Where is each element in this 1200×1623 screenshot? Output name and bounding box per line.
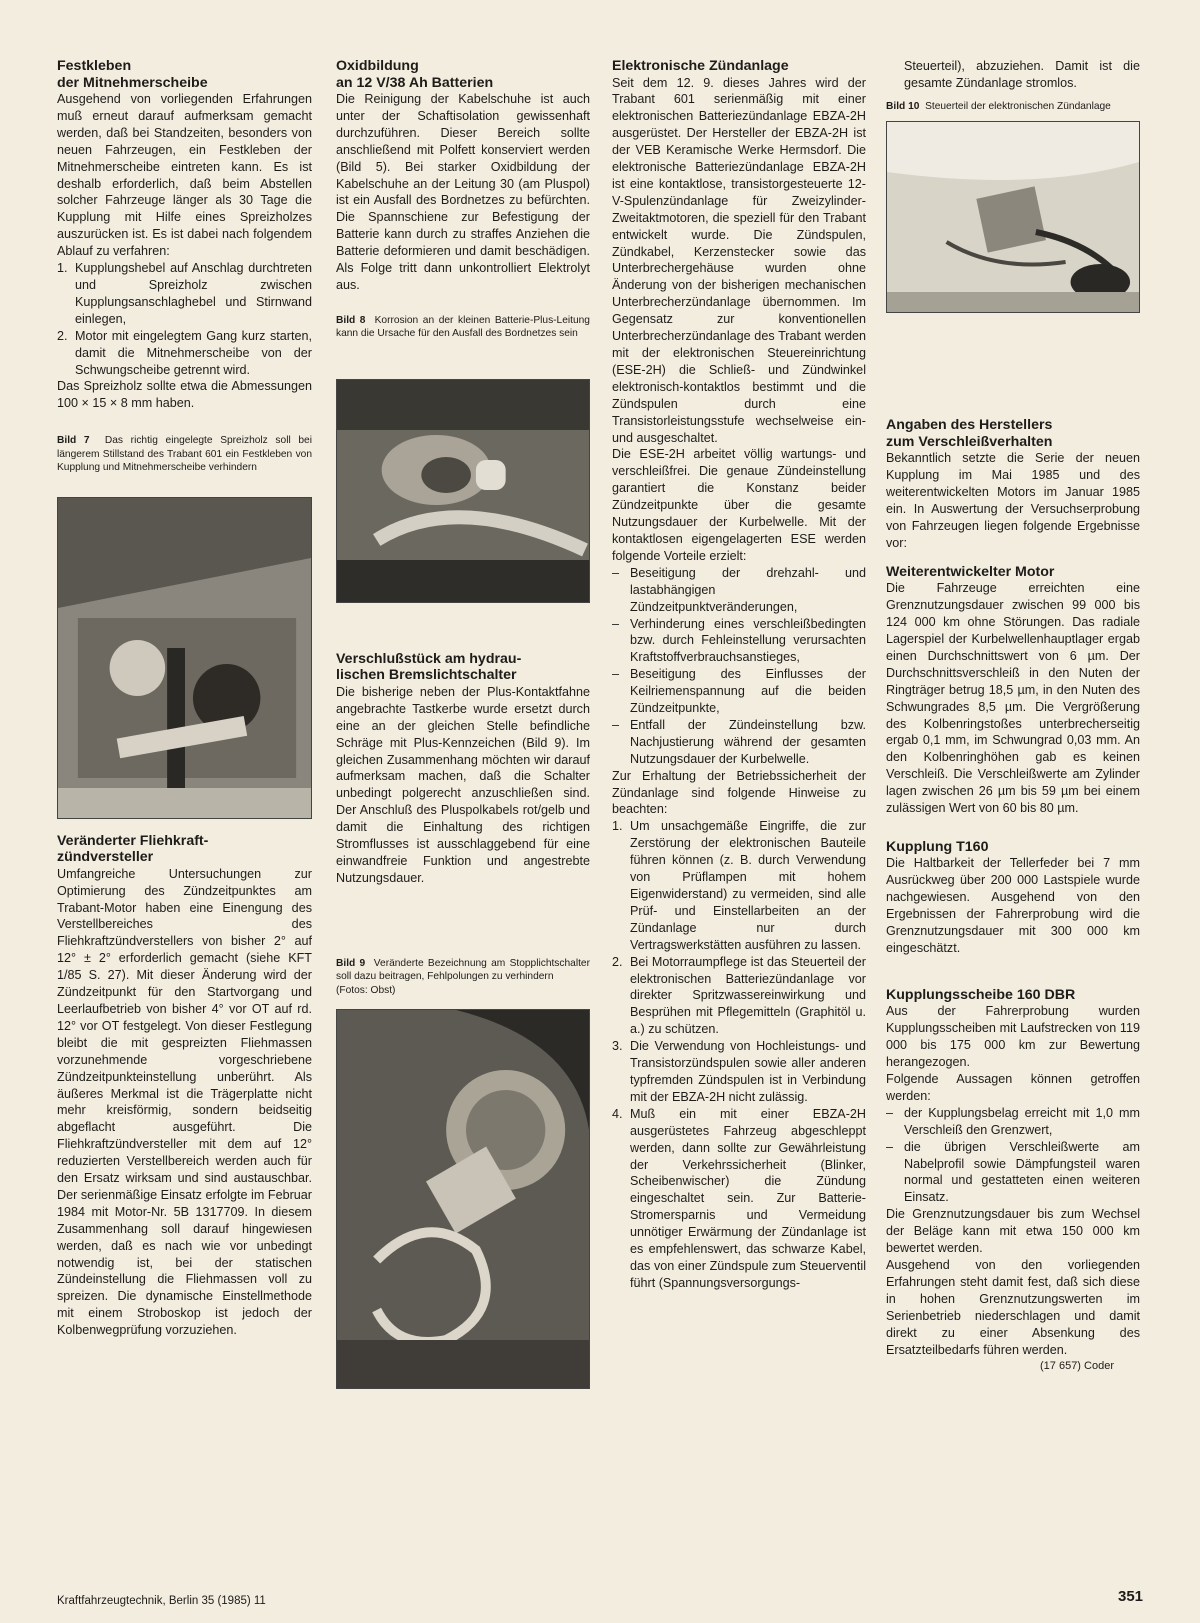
photo-battery-terminal: [336, 379, 590, 603]
heading-fliehkraft: Veränderter Fliehkraft- zündversteller: [57, 832, 209, 866]
list-item: 4. Muß ein mit einer EBZA-2H ausgerüstetes Fahrzeug abgeschleppt werden, dann sollte zur Gewährleistung der Verkehrssicherheit (Blinker, Scheibenwischer) die Zündung eingeschaltet sein. Zur Batterie-Stromersparnis und Vermeidung unnötiger Erwärmung der Zündanlage ist es empfehlenswert, das schwarze Kabel, das von einer Zündspule zum Steuerventil führt (Spannungsversorgungs-: [612, 1106, 866, 1290]
photo-bremslichtschalter: [336, 1009, 590, 1389]
list-item: 1. Kupplungshebel auf Anschlag durchtreten und Spreizholz zwischen Kupplungsanschlaghebel und Stirnwand einlegen,: [57, 261, 312, 326]
footer-citation: Kraftfahrzeugtechnik, Berlin 35 (1985) 11: [57, 1595, 266, 1607]
paragraph: Die Reinigung der Kabelschuhe ist auch unter der Schaftisolation gewissenhaft durchzuführen. Dieser Bereich sollte anschließend mit Polfett konserviert werden (Bild 5). Bei starker Oxidbildung der Kabelschuhe an der Leitung 30 (am Pluspol) ist ein Ausfall des Bordnetzes zu befürchten. Die Spannschiene zur Befestigung der Batterie kann durch zu straffes Anziehen die Batterie deformieren und damit beschädigen. Als Folge tritt dann unkontrolliert Elektrolyt aus.: [336, 92, 590, 292]
signoff: (17 657) Coder: [1040, 1360, 1114, 1373]
list-item: – Entfall der Zündeinstellung bzw. Nachjustierung während der gesamten Nutzungsdauer der Kurbelwelle.: [612, 717, 866, 766]
list-item: – Verhinderung eines verschleißbedingten bzw. durch Fehleinstellung verursachten Kraftstoffverbrauchsanstieges,: [612, 616, 866, 665]
photo-spreizholz: [57, 497, 312, 819]
paragraph: Ausgehend von den vorliegenden Erfahrungen steht damit fest, daß sich diese in hohen Grenznutzungswerten im Serienbetrieb niederschlagen und damit direkt zu einer Absenkung des Ersatzteilbedarfs führen werden.: [886, 1257, 1140, 1357]
numbered-list: [57, 260, 312, 378]
heading-kupplung: Kupplung T160: [886, 838, 989, 855]
list-item: – der Kupplungsbelag erreicht mit 1,0 mm Verschleiß den Grenzwert,: [886, 1105, 1140, 1137]
paragraph: Umfangreiche Untersuchungen zur Optimierung des Zündzeitpunktes am Trabant-Motor haben eine Einengung des Verstellbereiches des Fliehkraftzündverstellers von bisher 2° auf 12° ± 2° erforderlich gemacht (siehe KFT 1/85 S. 27). Mit dieser Änderung wird der Zündzeitpunkt für den Startvorgang und Leerlaufbetrieb von bisher 4° vor OT auf rd. 12° vor OT festgelegt. Von dieser Festlegung bleibt die mit gespreizten Fliehmassen vorzunehmende vorgeschriebene Zündzeitpunkteinstellung unberührt. Als äußeres Merkmal ist die Trägerplatte nicht mehr kreisförmig, sondern beidseitig abgeflacht ausgeführt. Die Fliehkraftzündversteller mit dem auf 12° reduzierten Verstellbereich werden auch für den Ersatz wirksam und sind austauschbar. Der serienmäßige Einsatz erfolgte im Februar 1984 mit Motor-Nr. 5B 1317709. In diesem Zusammenhang soll darauf hingewiesen werden, daß es nach wie vor unbedingt notwendig ist, bei der statischen Zündeinstellung die Fliehmassen voll zu spreizen. Die dynamische Einstellmethode mit einem Stroboskop ist jedoch der Kolbenwegprüfung vorzuziehen.: [57, 866, 312, 1338]
heading-festkleben: Festkleben der Mitnehmerscheibe: [57, 58, 208, 91]
page-number: 351: [1118, 1588, 1144, 1605]
photo-steuerteil: [886, 121, 1140, 313]
figure-caption-9: Bild 9 Veränderte Bezeichnung am Stopplichtschalter soll dazu beitragen, Fehlpolungen zu verhindern (Fotos: Obst): [336, 957, 590, 996]
heading-oxidbildung: Oxidbildung an 12 V/38 Ah Batterien: [336, 58, 494, 91]
heading-zuendanlage: Elektronische Zündanlage: [612, 58, 789, 74]
figure-caption-10: Bild 10 Steuerteil der elektronischen Zündanlage: [886, 100, 1111, 112]
paragraph: Bekanntlich setzte die Serie der neuen Kupplung im Mai 1985 und des weiterentwickelten Motors im Januar 1985 ein. In Auswertung der Versuchserprobung von Fahrzeugen liegen folgende Ergebnisse vor:: [886, 451, 1140, 550]
paragraph: Das Spreizholz sollte etwa die Abmessungen 100 × 15 × 8 mm haben.: [57, 379, 312, 411]
heading-kupplungsscheibe: Kupplungsscheibe 160 DBR: [886, 986, 1076, 1003]
heading-motor: Weiterentwickelter Motor: [886, 563, 1055, 580]
paragraph: Die Fahrzeuge erreichten eine Grenznutzungsdauer zwischen 99 000 bis 124 000 km ohne Störungen. Das radiale Lagerspiel der Kurbelwellenhauptlager ergab einen Durchschnittswert von 6 µm. Der Durchschnittsverschleiß in den Nuten der Ringträger betrug 18,5 µm, in den Nuten des Schwungrades 8,5 µm. Die Vergrößerung des Kolbenringstoßes unterbrecherseitig ergab 0,1 mm, im Schwungrad 0,03 mm. An den Kolbenringhöhen gab es keinen Verschleiß. Die Verschleißwerte am Zylinder lagen zwischen 26 µm bis 59 µm bei einem zulässigen Wert von 60 bis 80 µm.: [886, 581, 1140, 816]
heading-verschlussstueck: Verschlußstück am hydrau- lischen Bremslichtschalter: [336, 650, 522, 684]
list-item: 2. Bei Motorraumpflege ist das Steuerteil der elektronischen Batteriezündanlage vor direkter Spritzwassereinwirkung und Besprühen mit Pflegemitteln (Graphitöl u. a.) zu schützen.: [612, 954, 866, 1037]
list-item: – Beseitigung der drehzahl- und lastabhängigen Zündzeitpunktveränderungen,: [612, 565, 866, 614]
figure-caption-8: Bild 8 Korrosion an der kleinen Batterie-Plus-Leitung kann die Ursache für den Ausfall des Bordnetzes sein: [336, 314, 590, 340]
list-item: 2. Motor mit eingelegtem Gang kurz starten, damit die Mitnehmerscheibe von der Schwungscheibe getrennt wird.: [57, 328, 312, 377]
list-item: 3. Die Verwendung von Hochleistungs- und Transistorzündspulen sowie aller anderen typfremden Zündspulen ist in Verbindung mit der EBZA-2H nicht zulässig.: [612, 1039, 866, 1104]
numbered-list: [612, 818, 866, 1291]
paragraph: Steuerteil), abzuziehen. Damit ist die gesamte Zündanlage stromlos.: [904, 59, 1140, 90]
dash-list: [612, 565, 866, 768]
paragraph: Zur Erhaltung der Betriebssicherheit der Zündanlage sind folgende Hinweise zu beachten:: [612, 768, 866, 817]
dash-list: [886, 1105, 1140, 1206]
paragraph: Die bisherige neben der Plus-Kontaktfahne angebrachte Tastkerbe wurde ersetzt durch eine an der gleichen Stelle befindliche Schräge mit Plus-Kennzeichen (Bild 9). Im gleichen Zusammenhang möchten wir darauf aufmerksam machen, daß die Schalter unbedingt polgerecht anzuschließen sind. Der Anschluß des Pluspolkabels rot/gelb und damit die Einhaltung des richtigen Stromflusses ist ausschlaggebend für eine einwandfreie Funktion und angestrebte Nutzungsdauer.: [336, 684, 590, 885]
column-1: [57, 58, 312, 1339]
figure-caption-7: Bild 7 Das richtig eingelegte Spreizholz soll bei längerem Stillstand des Trabant 601 ein Festkleben von Kupplung und Mitnehmerscheibe verhindern: [57, 435, 312, 474]
list-item: – Beseitigung des Einflusses der Keilriemenspannung auf die beiden Zündzeitpunkte,: [612, 667, 866, 716]
paragraph: Aus der Fahrerprobung wurden Kupplungsscheiben mit Laufstrecken von 119 000 bis 175 000 km zur Bewertung herangezogen.: [886, 1004, 1140, 1070]
list-item: – die übrigen Verschleißwerte am Nabelprofil sowie Dämpfungsteil waren normal und gestatteten einen weiteren Einsatz.: [886, 1139, 1140, 1205]
paragraph: Die Haltbarkeit der Tellerfeder bei 7 mm Ausrückweg über 200 000 Lastspiele wurde nachgewiesen. Ausgehend von den Ergebnissen der Fahrerprobung wird die Grenznutzungsdauer mit 300 000 km eingeschätzt.: [886, 856, 1140, 955]
column-3: [612, 58, 866, 1292]
paragraph: Ausgehend von vorliegenden Erfahrungen muß erneut darauf aufmerksam gemacht werden, daß bei Standzeiten, besonders von neuen Fahrzeugen, ein Festkleben der Mitnehmerscheibe eintreten kann. Es ist deshalb erforderlich, daß beim Abstellen solcher Fahrzeuge länger als 30 Tage die Kupplung mit Hilfe eines Spreizholzes auszurücken ist. Es ist dabei nach folgendem Ablauf zu verfahren:: [57, 92, 312, 259]
list-item: 1. Um unsachgemäße Eingriffe, die zur Zerstörung der elektronischen Bauteile führen können (z. B. durch Verwendung von Prüflampen mit hohem Eigenwiderstand) zu vermeiden, sind alle Prüf- und Einstellarbeiten an der Zündanlage nur durch Vertragswerkstätten ausführen zu lassen.: [612, 819, 866, 952]
paragraph: Folgende Aussagen können getroffen werden:: [886, 1072, 1140, 1103]
paragraph: Die Grenznutzungsdauer bis zum Wechsel der Beläge kann mit etwa 150 000 km bewertet werden.: [886, 1207, 1140, 1256]
column-2: [336, 58, 590, 1389]
paragraph: Die ESE-2H arbeitet völlig wartungs- und verschleißfrei. Die genaue Zündeinstellung garantiert die Konstanz beider Zündzeitpunkte über die gesamte Nutzungsdauer der Kurbelwelle. Mit der kontaktlosen eigengelagerten ESE werden folgende Vorteile erzielt:: [612, 447, 866, 563]
column-4: [886, 58, 1140, 1375]
heading-angaben: Angaben des Herstellers zum Verschleißverhalten: [886, 417, 1053, 450]
paragraph: Seit dem 12. 9. dieses Jahres wird der Trabant 601 serienmäßig mit einer elektronischen Batteriezündanlage EBZA-2H ausgerüstet. Der Hersteller der EBZA-2H ist der VEB Keramische Werke Hermsdorf. Die elektronische Batteriezündanlage EBZA-2H ist eine kontaktlose, transistorgesteuerte 12-V-Spulenzündanlage für Zweizylinder-Zweitaktmotoren, die speziell für den Trabant entwickelt wurde. Die Zündspulen, Zündkabel, Kerzenstecker sowie das Unterbrechergehäuse wurden ohne Änderung von der bisherigen mechanischen Unterbrecherzündanlage übernommen. Im Gegensatz zur konventionellen Unterbrecherzündanlage des Trabant werden mit der elektronischen Steuereinrichtung (ESE-2H) die Schließ- und Zündwinkel elektronisch-kontaktlos bestimmt und die Zündspulen durch eine Transistorleistungsstufe wechselweise ein- und ausgeschaltet.: [612, 75, 866, 445]
